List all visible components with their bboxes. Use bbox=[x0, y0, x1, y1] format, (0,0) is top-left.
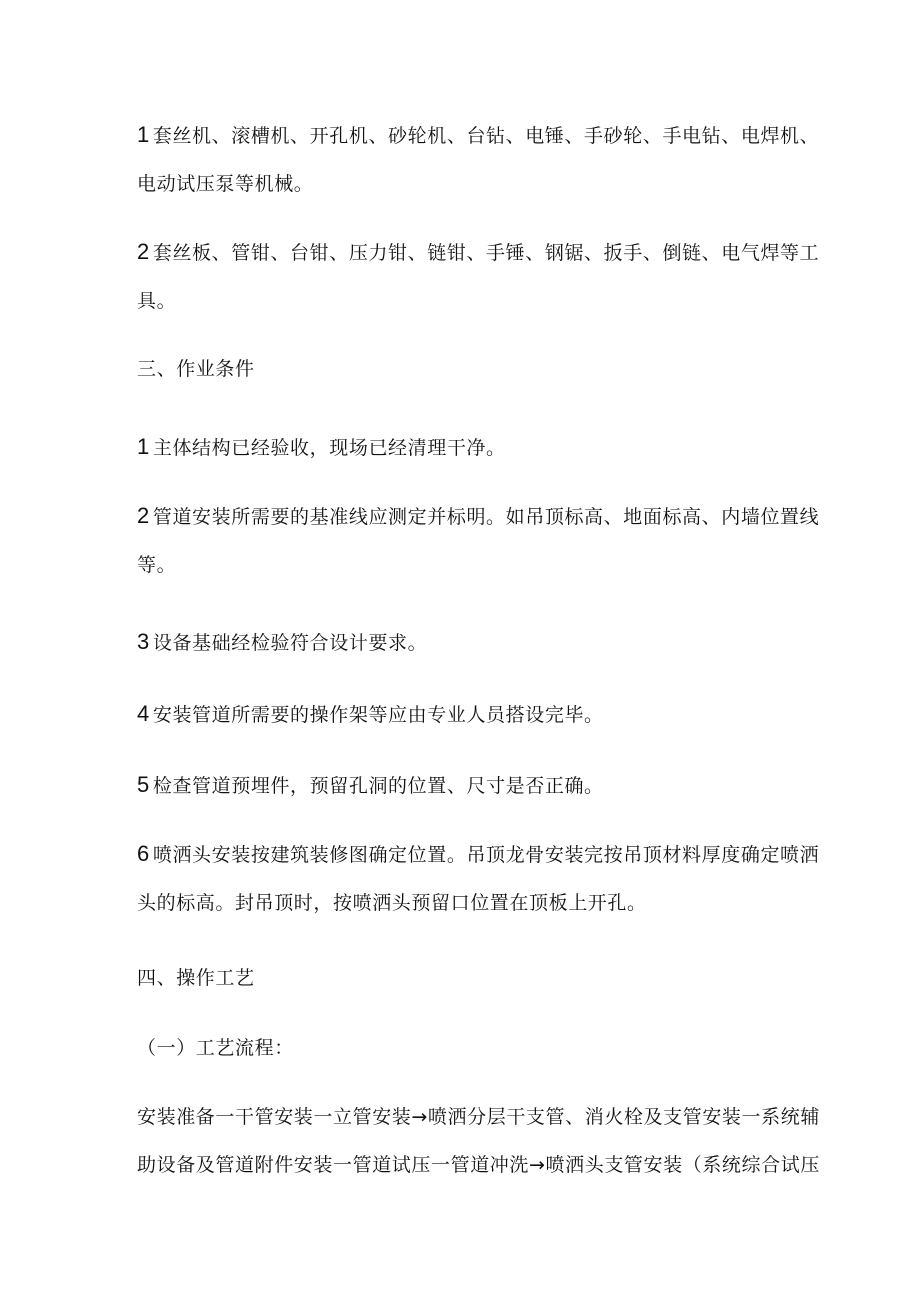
heading-text: （一）工艺流程： bbox=[137, 1037, 294, 1059]
text-line: 等。 bbox=[137, 554, 177, 576]
paragraph-tools bbox=[137, 228, 820, 325]
paragraph-machines bbox=[137, 111, 820, 208]
paragraph-condition-6 bbox=[137, 830, 820, 927]
text-line: 安装准备一干管安装一立管安装→喷洒分层干支管、消火栓及支管安装一系统辅 bbox=[137, 1106, 820, 1128]
paragraph-condition-3 bbox=[137, 618, 792, 667]
text-line: 1 套丝机、滚槽机、开孔机、砂轮机、台钻、电锤、手砂轮、手电钻、电焊机、 bbox=[137, 122, 820, 147]
text-line: 2 管道安装所需要的基准线应测定并标明。如吊顶标高、地面标高、内墙位置线 bbox=[137, 503, 820, 528]
item-number: 2 bbox=[137, 503, 150, 528]
heading-text: 四、操作工艺 bbox=[137, 967, 255, 989]
heading-text: 三、作业条件 bbox=[137, 358, 255, 380]
text-line: 电动试压泵等机械。 bbox=[137, 173, 314, 195]
paragraph-condition-5 bbox=[137, 761, 792, 810]
paragraph-condition-4 bbox=[137, 690, 792, 739]
text-line: 2 套丝板、管钳、台钳、压力钳、链钳、手锤、钢锯、扳手、倒链、电气焊等工 bbox=[137, 239, 820, 264]
text-line: 3 设备基础经检验符合设计要求。 bbox=[137, 629, 428, 654]
text-line: 头的标高。封吊顶时，按喷洒头预留口位置在顶板上开孔。 bbox=[137, 892, 647, 914]
item-number: 4 bbox=[137, 701, 150, 726]
text-line: 助设备及管道附件安装一管道试压一管道冲洗→喷洒头支管安装（系统综合试压 bbox=[137, 1154, 820, 1176]
subheading-process-flow bbox=[137, 1024, 792, 1072]
item-number: 5 bbox=[137, 772, 150, 797]
paragraph-condition-2 bbox=[137, 492, 820, 589]
item-number: 6 bbox=[137, 841, 150, 866]
item-number: 3 bbox=[137, 629, 150, 654]
paragraph-process-flow bbox=[137, 1093, 820, 1189]
text-line: 具。 bbox=[137, 290, 177, 312]
text-line: 5 检查管道预埋件，预留孔洞的位置、尺寸是否正确。 bbox=[137, 772, 604, 797]
paragraph-condition-1 bbox=[137, 423, 792, 472]
text-line: 6 喷洒头安装按建筑装修图确定位置。吊顶龙骨安装完按吊顶材料厚度确定喷洒 bbox=[137, 841, 820, 866]
item-number: 1 bbox=[137, 122, 150, 147]
text-line: 1 主体结构已经验收，现场已经清理干净。 bbox=[137, 434, 506, 459]
item-number: 2 bbox=[137, 239, 150, 264]
section-heading-operation-process bbox=[137, 954, 792, 1002]
item-number: 1 bbox=[137, 434, 150, 459]
text-line: 4 安装管道所需要的操作架等应由专业人员搭设完毕。 bbox=[137, 701, 604, 726]
section-heading-work-conditions bbox=[137, 345, 792, 393]
